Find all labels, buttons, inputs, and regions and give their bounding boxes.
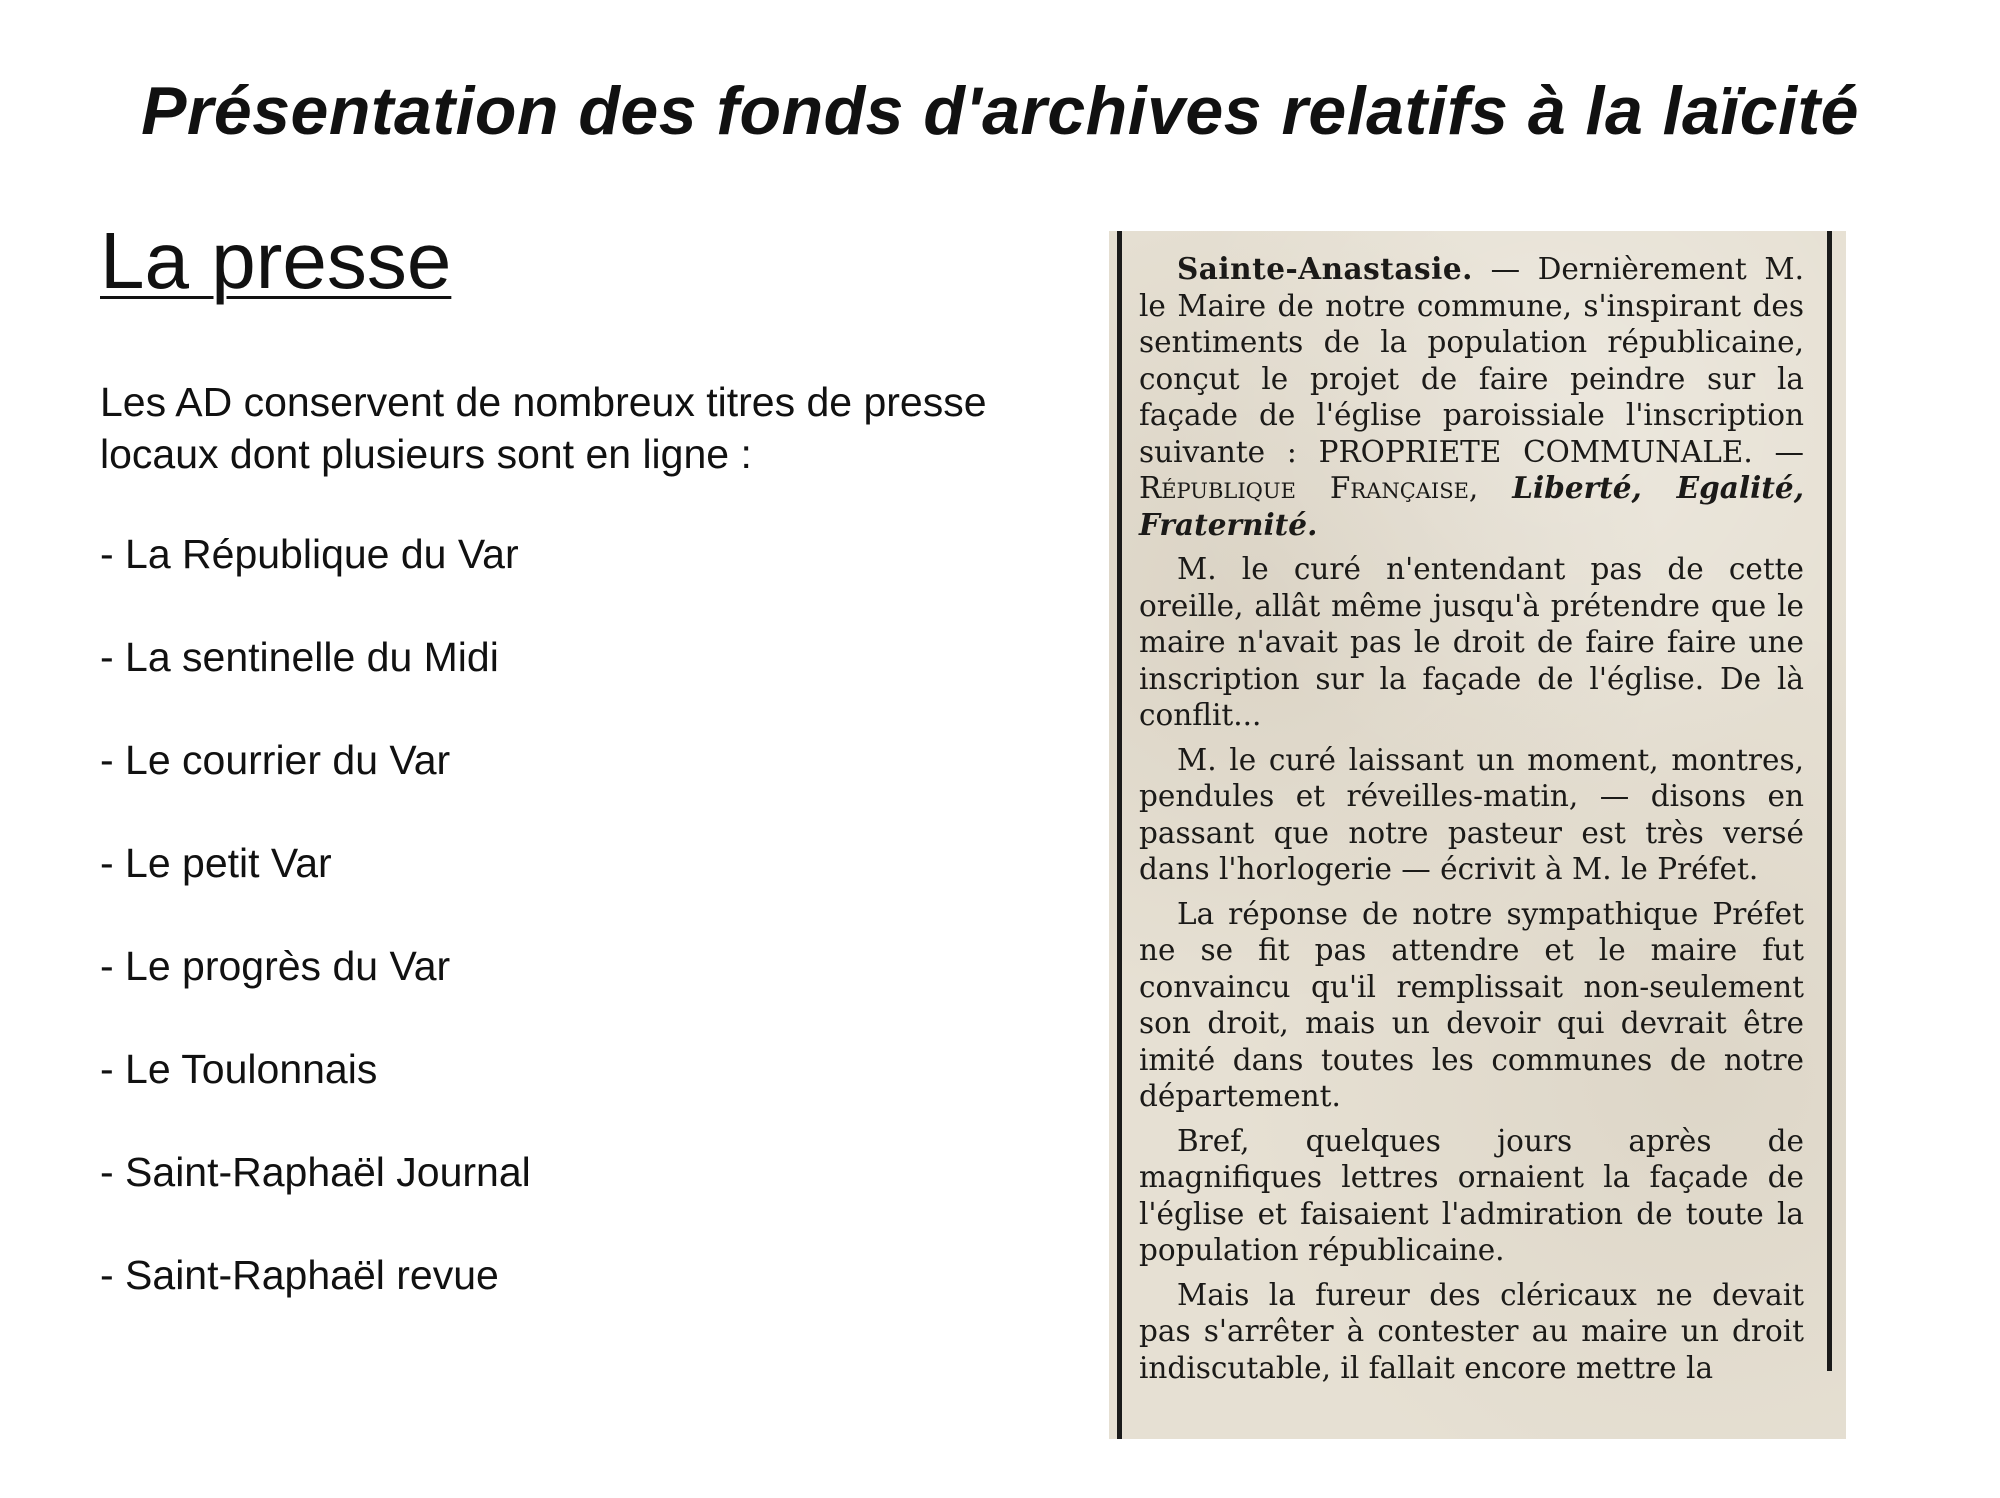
clipping-paragraph: La réponse de notre sympathique Préfet ne se fit pas attendre et le maire fut convaincu qu'il remplissait non-seulement son droit, mais un devoir qui devrait être imité dans toutes les communes de notre département. [1139, 896, 1804, 1113]
column-rule-right [1827, 231, 1832, 1371]
press-title-item: - La République du Var [100, 531, 519, 577]
clipping-paragraph [1139, 251, 1804, 543]
press-title-item: - Saint-Raphaël Journal [100, 1149, 531, 1195]
press-title-item: - Le courrier du Var [100, 737, 451, 783]
clipping-text: — Dernièrement M. le Maire de notre commune, s'inspirant des sentiments de la population républicaine, conçut le projet de faire peindre sur la façade de l'église paroissiale l'inscription suivante : PROPRIETE COMMUNALE. — [1139, 252, 1804, 469]
press-title-item: - Le progrès du Var [100, 943, 451, 989]
clipping-small-caps: République Française, [1139, 471, 1479, 505]
column-rule-left [1117, 231, 1122, 1439]
clipping-paragraph: M. le curé n'entendant pas de cette oreille, allât même jusqu'à prétendre que le maire n'avait pas le droit de faire faire une inscription sur la façade de l'église. De là conflit... [1139, 552, 1804, 732]
press-title-item: - La sentinelle du Midi [100, 634, 499, 680]
clipping-paragraph: Bref, quelques jours après de magnifiques lettres ornaient la façade de l'église et faisaient l'admiration de toute la population républicaine. [1139, 1123, 1804, 1267]
newspaper-clipping [1109, 231, 1846, 1439]
intro-text: Les AD conservent de nombreux titres de presse locaux dont plusieurs sont en ligne : [100, 379, 987, 477]
slide-title: Présentation des fonds d'archives relatifs à la laïcité [141, 73, 1859, 149]
clipping-paragraph: Mais la fureur des cléricaux ne devait pas s'arrêter à contester au maire un droit indiscutable, il fallait encore mettre la [1139, 1277, 1804, 1385]
clipping-place-name: Sainte-Anastasie. [1177, 251, 1473, 286]
press-title-item: - Le Toulonnais [100, 1046, 378, 1092]
press-titles-list [100, 528, 531, 1352]
clipping-motto: Liberté, Egalité, Fraternité. [1139, 470, 1804, 542]
press-title-item: - Saint-Raphaël revue [100, 1252, 499, 1298]
clipping-paragraph: M. le curé laissant un moment, montres, pendules et réveilles-matin, — disons en passant que notre pasteur est très versé dans l'horlogerie — écrivit à M. le Préfet. [1139, 742, 1804, 886]
press-title-item: - Le petit Var [100, 840, 332, 886]
clipping-article [1139, 251, 1804, 1394]
section-heading: La presse [100, 216, 452, 305]
